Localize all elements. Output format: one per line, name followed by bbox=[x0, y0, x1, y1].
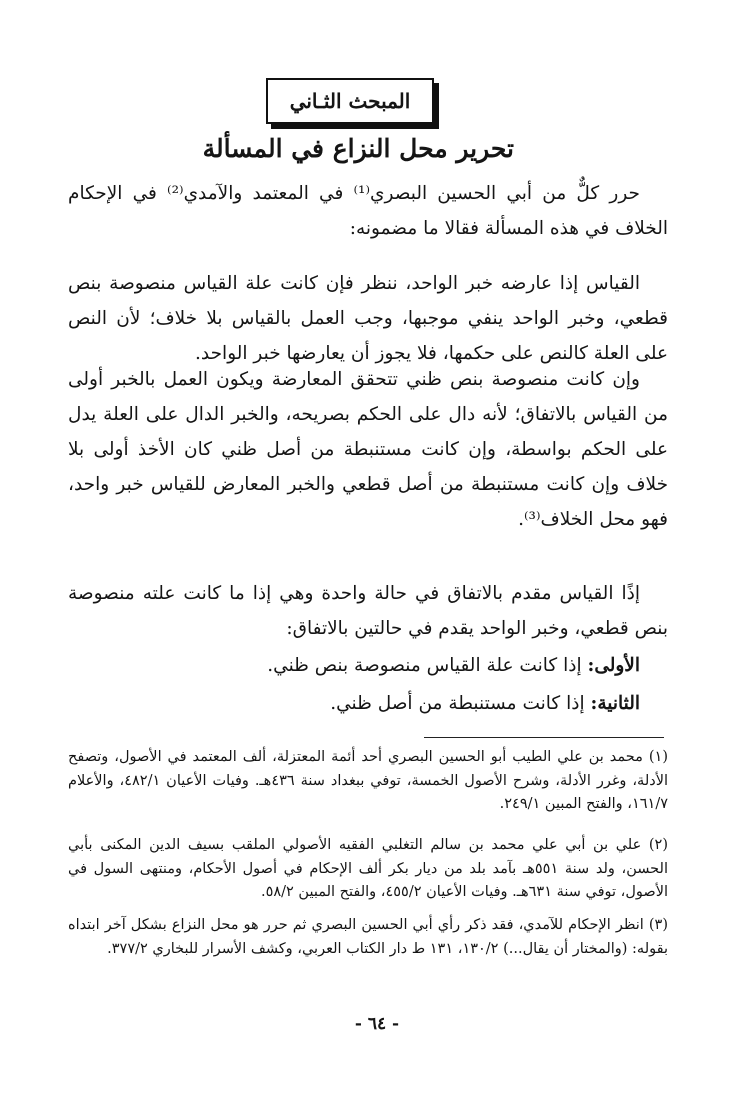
footnote-text: (١) محمد بن علي الطيب أبو الحسين البصري أحد أئمة المعتزلة، ألف المعتمد في الأصول، وتصفح الأدلة، وغرر الأدلة، وشرح الأصول الخمسة، توفي ببغداد سنة ٤٣٦هـ. وفيات الأعيان ٤٨٢/١، والأعلام ١٦١/٧، والفتح المبين ٢٤٩/١. bbox=[68, 749, 668, 812]
body-paragraph-3 bbox=[68, 362, 668, 537]
case-text: إذا كانت علة القياس منصوصة بنص ظني. bbox=[267, 655, 582, 676]
footnote-1 bbox=[68, 746, 668, 817]
case-item-2 bbox=[68, 686, 668, 721]
case-label: الثانية: bbox=[590, 693, 640, 714]
case-text: إذا كانت مستنبطة من أصل ظني. bbox=[330, 693, 585, 714]
footnote-3 bbox=[68, 914, 668, 961]
section-heading-box bbox=[266, 78, 434, 124]
footnote-text: (٣) انظر الإحكام للآمدي، فقد ذكر رأي أبي الحسين البصري ثم حرر هو محل النزاع بشكل آخر ابتداه بقوله: (والمختار أن يقال...) ١٣٠/٢، ١٣١ ط دار الكتاب العربي، وكشف الأسرار للبخاري ٣٧٧/٢. bbox=[68, 917, 668, 957]
section-heading: المبحث الثـاني bbox=[289, 89, 411, 113]
paragraph-text: إذًا القياس مقدم بالاتفاق في حالة واحدة وهي إذا ما كانت علته منصوصة بنص قطعي، وخبر الواحد يقدم في حالتين بالاتفاق: bbox=[68, 583, 668, 639]
page-number: - ٦٤ - bbox=[354, 1014, 400, 1034]
case-item-1 bbox=[68, 648, 668, 683]
footnote-2 bbox=[68, 834, 668, 905]
paragraph-text: وإن كانت منصوصة بنص ظني تتحقق المعارضة ويكون العمل بالخبر أولى من القياس بالاتفاق؛ لأنه دال على الحكم بصريحه، والخبر الدال على العلة يدل على الحكم بواسطة، وإن كانت مستنبطة من أصل ظني كان الأخذ أولى بلا خلاف وإن كانت مستنبطة من أصل قطعي والخبر المعارض للقياس خبر واحد، فهو محل الخلاف⁽³⁾. bbox=[68, 369, 668, 530]
case-label: الأولى: bbox=[587, 655, 640, 676]
body-paragraph-1 bbox=[68, 176, 668, 246]
paragraph-text: حرر كلٌّ من أبي الحسين البصري⁽¹⁾ في المعتمد والآمدي⁽²⁾ في الإحكام الخلاف في هذه المسألة فقالا ما مضمونه: bbox=[68, 183, 668, 239]
body-paragraph-2 bbox=[68, 266, 668, 371]
footnote-text: (٢) علي بن أبي علي محمد بن سالم التغلبي الفقيه الأصولي الملقب بسيف الدين المكنى بأبي الحسن، ولد سنة ٥٥١هـ بآمد بلد من ديار بكر ألف الإحكام في أصول الأحكام، ومنتهى السول في الأصول، توفي سنة ٦٣١هـ. وفيات الأعيان ٤٥٥/٢، والفتح المبين ٥٨/٢. bbox=[68, 837, 668, 900]
footnote-separator bbox=[424, 737, 664, 738]
body-paragraph-4 bbox=[68, 576, 668, 646]
page-title: تحرير محل النزاع في المسألة bbox=[202, 134, 514, 163]
paragraph-text: القياس إذا عارضه خبر الواحد، ننظر فإن كانت علة القياس منصوصة بنص قطعي، وخبر الواحد ينفي موجبها، وجب العمل بالقياس بلا خلاف؛ لأن النص على العلة كالنص على حكمها، فلا يجوز أن يعارضها خبر الواحد. bbox=[68, 273, 668, 364]
